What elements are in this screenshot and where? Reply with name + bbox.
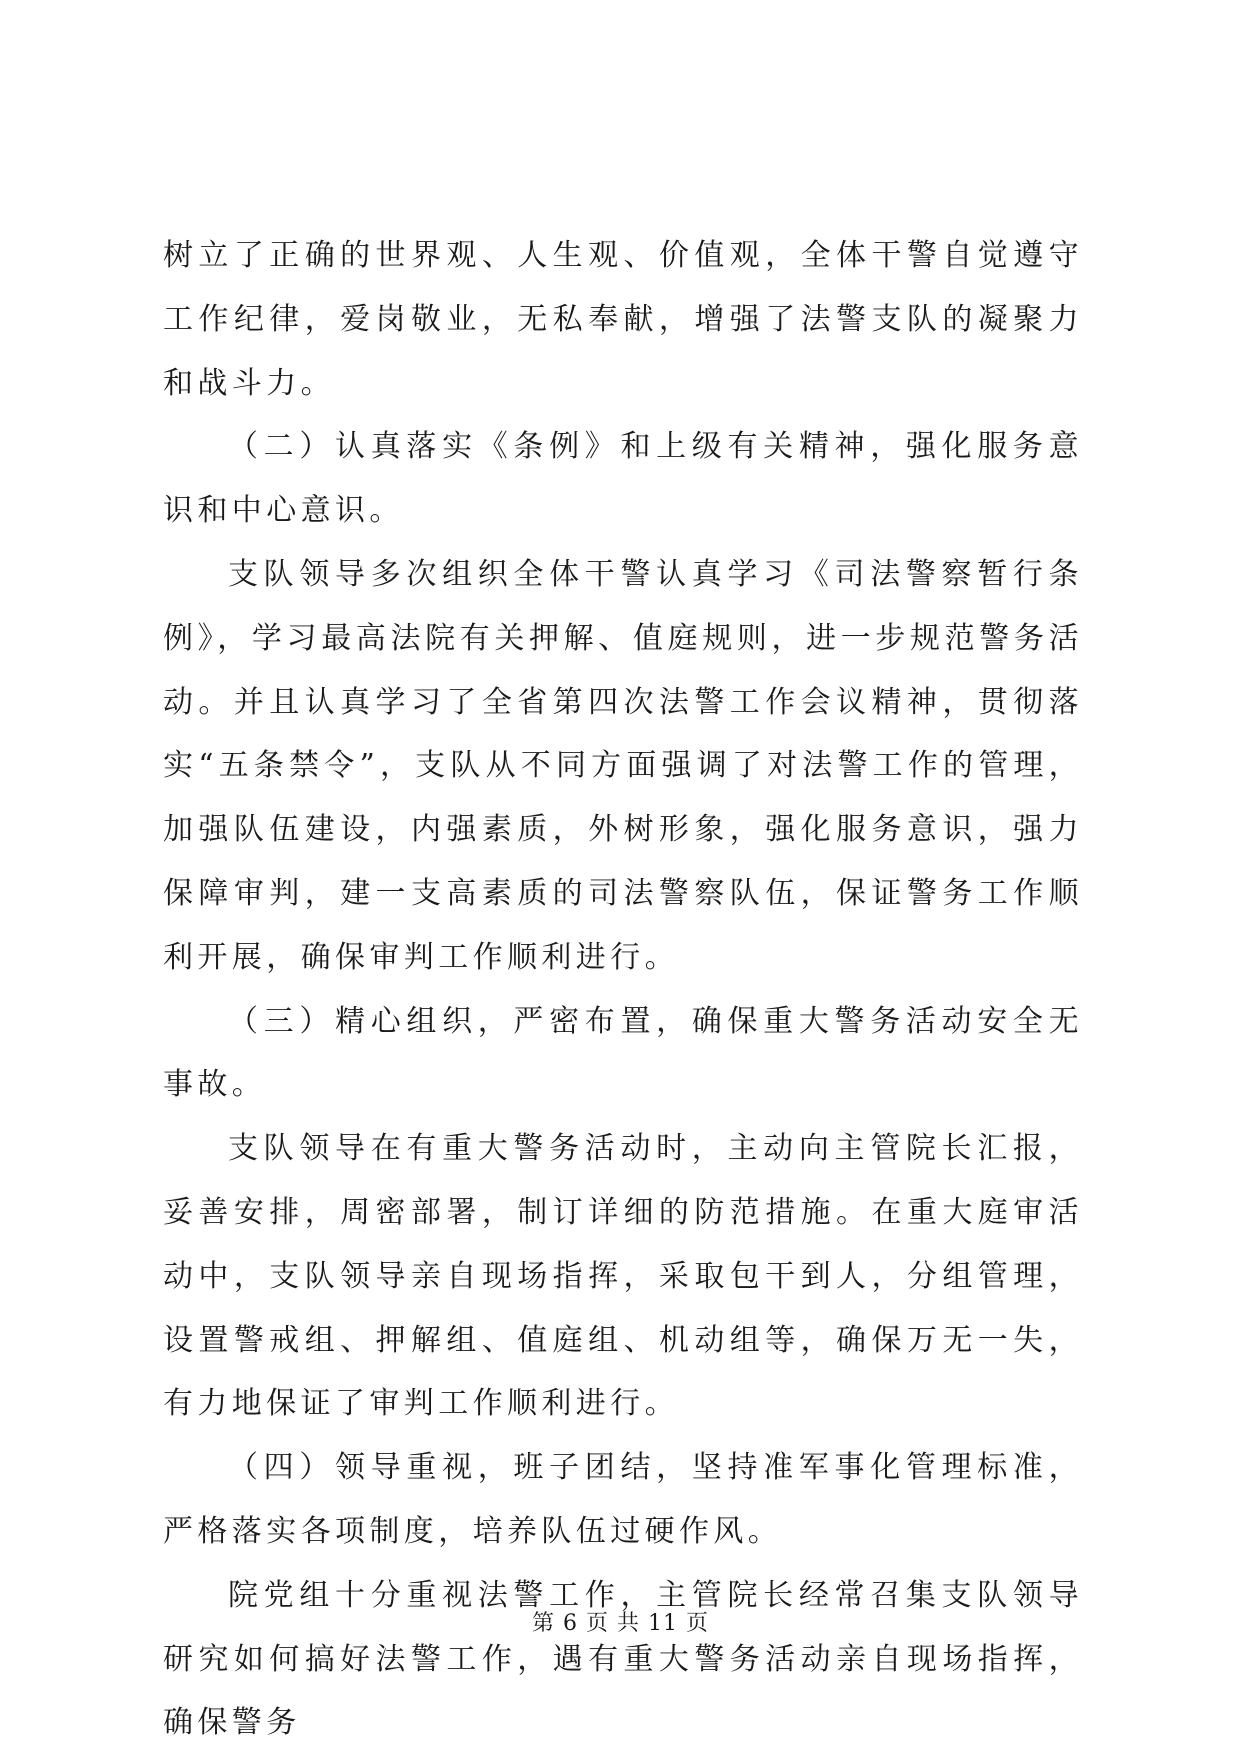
document-body xyxy=(163,224,1083,1755)
page-number-footer: 第 6 页 共 11 页 xyxy=(532,1611,709,1636)
paragraph-body: 支队领导多次组织全体干警认真学习《司法警察暂行条例》，学习最高法院有关押解、值庭规则，进一步规范警务活动。并且认真学习了全省第四次法警工作会议精神，贯彻落实“五条禁令”，支队从不同方面强调了对法警工作的管理，加强队伍建设，内强素质，外树形象，强化服务意识，强力保障审判，建一支高素质的司法警察队伍，保证警务工作顺利开展，确保审判工作顺利进行。 xyxy=(163,556,1083,975)
section-heading-2: （二）认真落实《条例》和上级有关精神，强化服务意识和中心意识。 xyxy=(163,429,1083,529)
section-heading-3: （三）精心组织，严密布置，确保重大警务活动安全无事故。 xyxy=(163,1003,1083,1103)
paragraph-continuation: 树立了正确的世界观、人生观、价值观，全体干警自觉遵守工作纪律，爱岗敬业，无私奉献，增强了法警支队的凝聚力和战斗力。 xyxy=(163,238,1083,401)
paragraph-body: 支队领导在有重大警务活动时，主动向主管院长汇报，妥善安排，周密部署，制订详细的防范措施。在重大庭审活动中，支队领导亲自现场指挥，采取包干到人，分组管理，设置警戒组、押解组、值庭组、机动组等，确保万无一失，有力地保证了审判工作顺利进行。 xyxy=(163,1131,1083,1422)
paragraph-body: 院党组十分重视法警工作，主管院长经常召集支队领导研究如何搞好法警工作，遇有重大警务活动亲自现场指挥，确保警务 xyxy=(163,1577,1083,1741)
section-heading-4: （四）领导重视，班子团结，坚持准军事化管理标准，严格落实各项制度，培养队伍过硬作风。 xyxy=(163,1450,1083,1549)
